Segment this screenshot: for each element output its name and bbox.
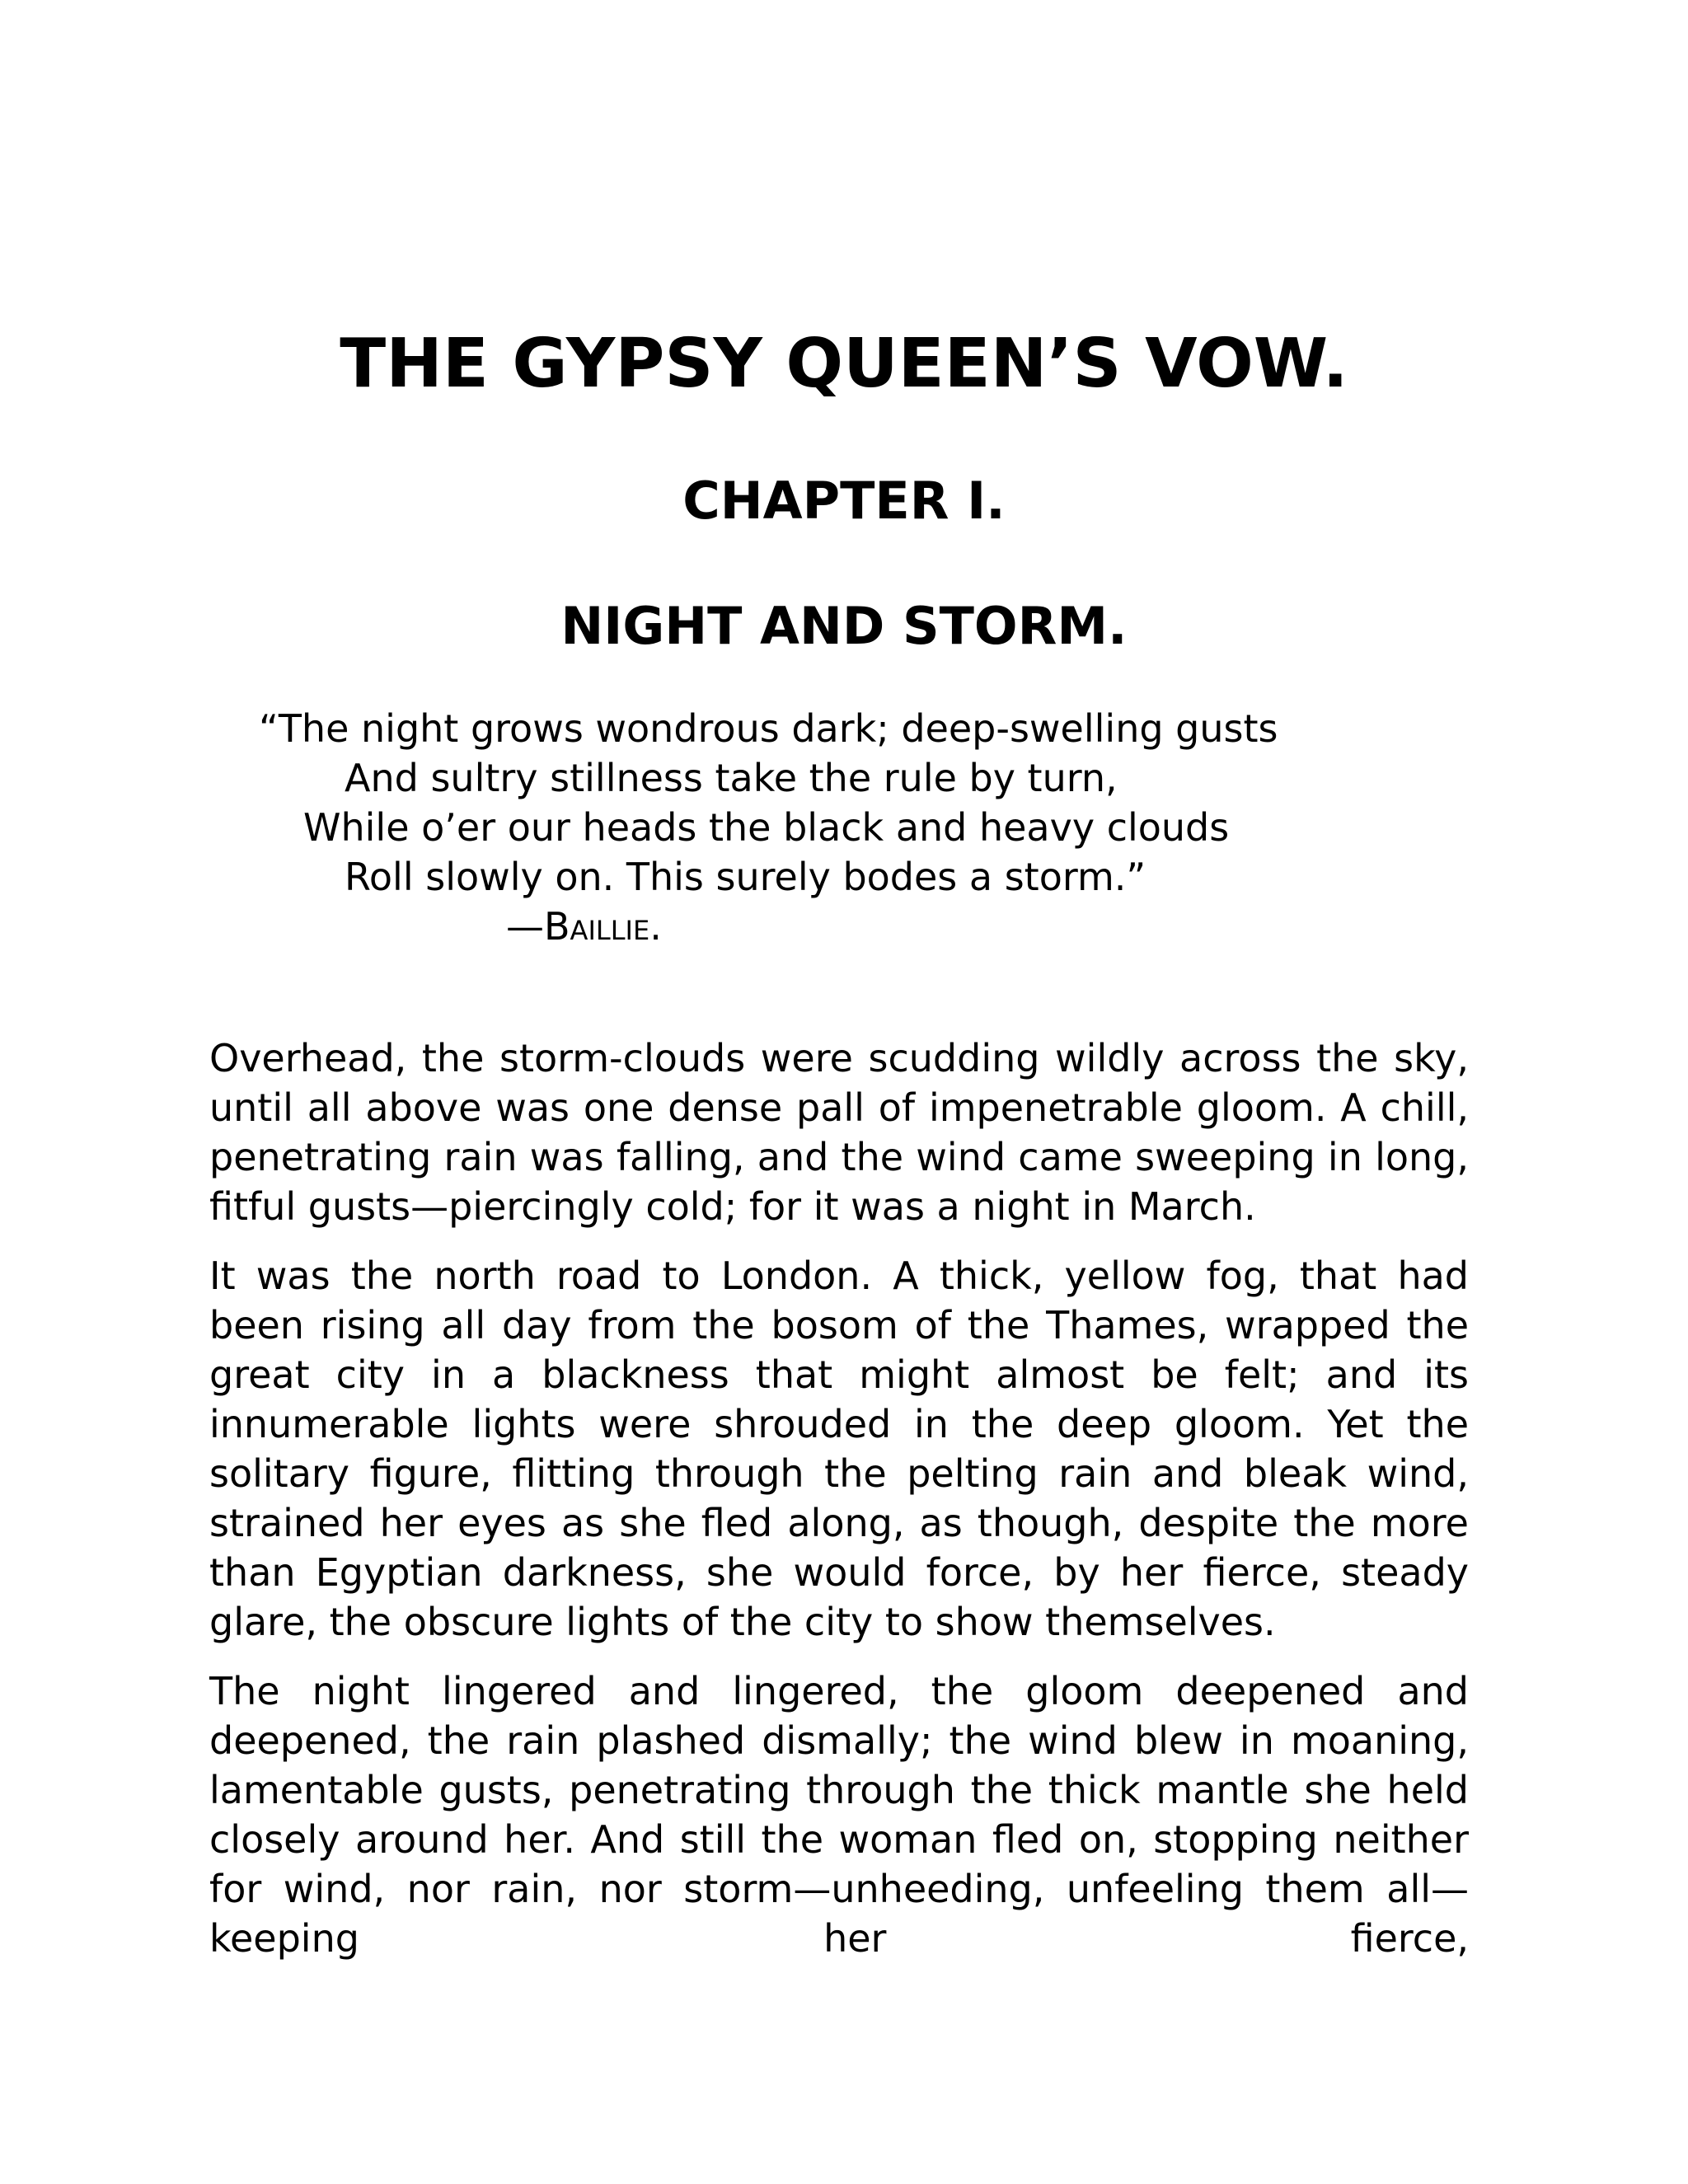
chapter-title: NIGHT AND STORM. xyxy=(560,596,1128,656)
epigraph-line: “The night grows wondrous dark; deep-swelling gusts xyxy=(259,706,1278,751)
epigraph-line: While o’er our heads the black and heavy clouds xyxy=(303,805,1230,850)
body-paragraph: The night lingered and lingered, the gloom deepened and deepened, the rain plashed dismally; the wind blew in moaning, lamentable gusts, penetrating through the thick mantle she held closely around her. And still the woman fled on, stopping neither for wind, nor rain, nor storm—unheeding, unfeeling them all—keeping her fierce, xyxy=(209,1669,1469,1961)
book-title: THE GYPSY QUEEN’S VOW. xyxy=(340,325,1348,403)
epigraph-line: And sultry stillness take the rule by turn, xyxy=(345,756,1118,800)
chapter-number: CHAPTER I. xyxy=(682,471,1006,531)
epigraph-attribution: —Baillie. xyxy=(506,904,662,949)
chapter-body xyxy=(209,1033,1469,1963)
body-paragraph: Overhead, the storm-clouds were scudding wildly across the sky, until all above was one dense pall of impenetrable gloom. A chill, penetrating rain was falling, and the wind came sweeping in long, fitful gusts—piercingly cold; for it was a night in March. xyxy=(209,1036,1469,1229)
body-paragraph: It was the north road to London. A thick, yellow fog, that had been rising all day from the bosom of the Thames, wrapped the great city in a blackness that might almost be felt; and its innumerable lights were shrouded in the deep gloom. Yet the solitary figure, flitting through the pelting rain and bleak wind, strained her eyes as she fled along, as though, despite the more than Egyptian darkness, she would force, by her fierce, steady glare, the obscure lights of the city to show themselves. xyxy=(209,1254,1469,1644)
epigraph-line: Roll slowly on. This surely bodes a storm.” xyxy=(345,855,1146,899)
